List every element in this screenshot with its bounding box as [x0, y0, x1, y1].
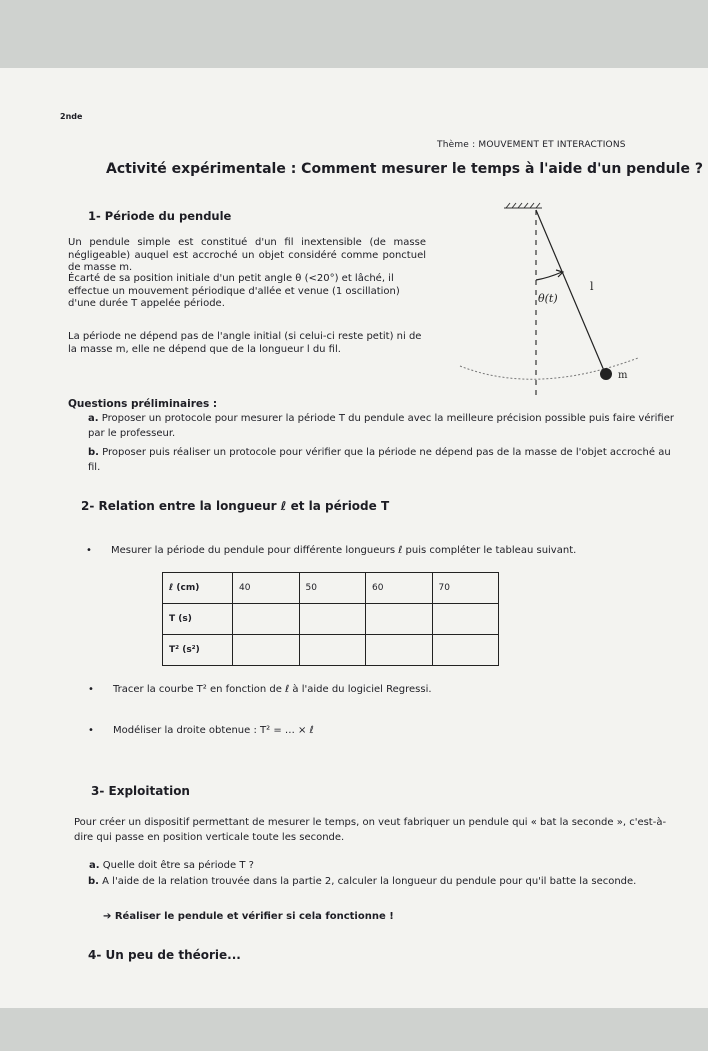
- table-cell: [432, 635, 499, 666]
- section1-para1: Un pendule simple est constitué d'un fil inextensible (de masse négligeable) auquel est accroché un objet considéré comme ponctuel de masse m.: [68, 237, 426, 273]
- section2-bullet-model: • Modéliser la droite obtenue : T² = … × ℓ: [113, 725, 314, 736]
- theme-label: Thème : MOUVEMENT ET INTERACTIONS: [437, 140, 626, 150]
- preliminary-question-b: [88, 445, 678, 475]
- table-cell: [233, 604, 300, 635]
- section1-para3: La période ne dépend pas de l'angle initial (si celui-ci reste petit) ni de la masse m, elle ne dépend que de la longueur l du fil.: [68, 331, 422, 355]
- table-cell: 40: [233, 573, 300, 604]
- pendulum-diagram: [430, 200, 670, 400]
- section2-bullet-plot: • Tracer la courbe T² en fonction de ℓ à l'aide du logiciel Regressi.: [113, 684, 432, 695]
- question-text: Quelle doit être sa période T ?: [102, 860, 254, 871]
- table-cell: [233, 635, 300, 666]
- table-cell: [366, 635, 433, 666]
- section2-heading: 2- Relation entre la longueur ℓ et la période T: [81, 499, 390, 513]
- pendulum-mass: [600, 368, 612, 380]
- mass-label: m: [618, 370, 628, 381]
- page-title: Activité expérimentale : Comment mesurer le temps à l'aide d'un pendule ?: [106, 161, 703, 177]
- section1-heading: 1- Période du pendule: [88, 209, 232, 223]
- question-label: a.: [89, 860, 100, 871]
- angle-arc: [536, 272, 562, 280]
- table-cell: T² (s²): [163, 635, 233, 666]
- table-cell: [299, 635, 366, 666]
- table-cell: T (s): [163, 604, 233, 635]
- preliminary-question-a: [88, 411, 678, 441]
- section4-heading: 4- Un peu de théorie...: [88, 948, 241, 962]
- action-instruction: ➔ Réaliser le pendule et vérifier si cela fonctionne !: [103, 911, 394, 922]
- table-row: [163, 635, 499, 666]
- table-cell: 60: [366, 573, 433, 604]
- question-label: b.: [88, 876, 99, 887]
- table-cell: ℓ (cm): [163, 573, 233, 604]
- table-row: [163, 604, 499, 635]
- section1-para2: Écarté de sa position initiale d'un petit angle θ (<20°) et lâché, il effectue un mouvement périodique d'allée et venue (1 oscillation) d'une durée T appelée période.: [68, 273, 400, 309]
- exploitation-question-a: [89, 860, 254, 871]
- angle-label: θ(t): [538, 292, 558, 305]
- exploitation-question-b: [88, 874, 678, 889]
- preliminary-heading: Questions préliminaires :: [68, 398, 218, 410]
- table-cell: [432, 604, 499, 635]
- table-cell: [366, 604, 433, 635]
- section3-para: Pour créer un dispositif permettant de mesurer le temps, on veut fabriquer un pendule qui « bat la seconde », c'est-à-dire qui passe en position verticale toute les seconde.: [74, 817, 667, 843]
- table-cell: [299, 604, 366, 635]
- length-label: l: [590, 280, 594, 293]
- section2-bullet-measure: • Mesurer la période du pendule pour différente longueurs ℓ puis compléter le tableau suivant.: [111, 545, 576, 556]
- question-label: a.: [88, 413, 99, 424]
- ceiling-hatch: [504, 203, 542, 208]
- table-cell: 50: [299, 573, 366, 604]
- question-text: A l'aide de la relation trouvée dans la partie 2, calculer la longueur du pendule pour qu'il batte la seconde.: [102, 876, 637, 887]
- table-cell: 70: [432, 573, 499, 604]
- section3-heading: 3- Exploitation: [91, 784, 190, 798]
- question-text: Proposer puis réaliser un protocole pour vérifier que la période ne dépend pas de la masse de l'objet accroché au fil.: [88, 447, 671, 473]
- data-table: [162, 572, 499, 666]
- question-label: b.: [88, 447, 99, 458]
- question-text: Proposer un protocole pour mesurer la période T du pendule avec la meilleure précision possible puis faire vérifier par le professeur.: [88, 413, 674, 439]
- table-row: [163, 573, 499, 604]
- grade-label: 2nde: [60, 112, 83, 121]
